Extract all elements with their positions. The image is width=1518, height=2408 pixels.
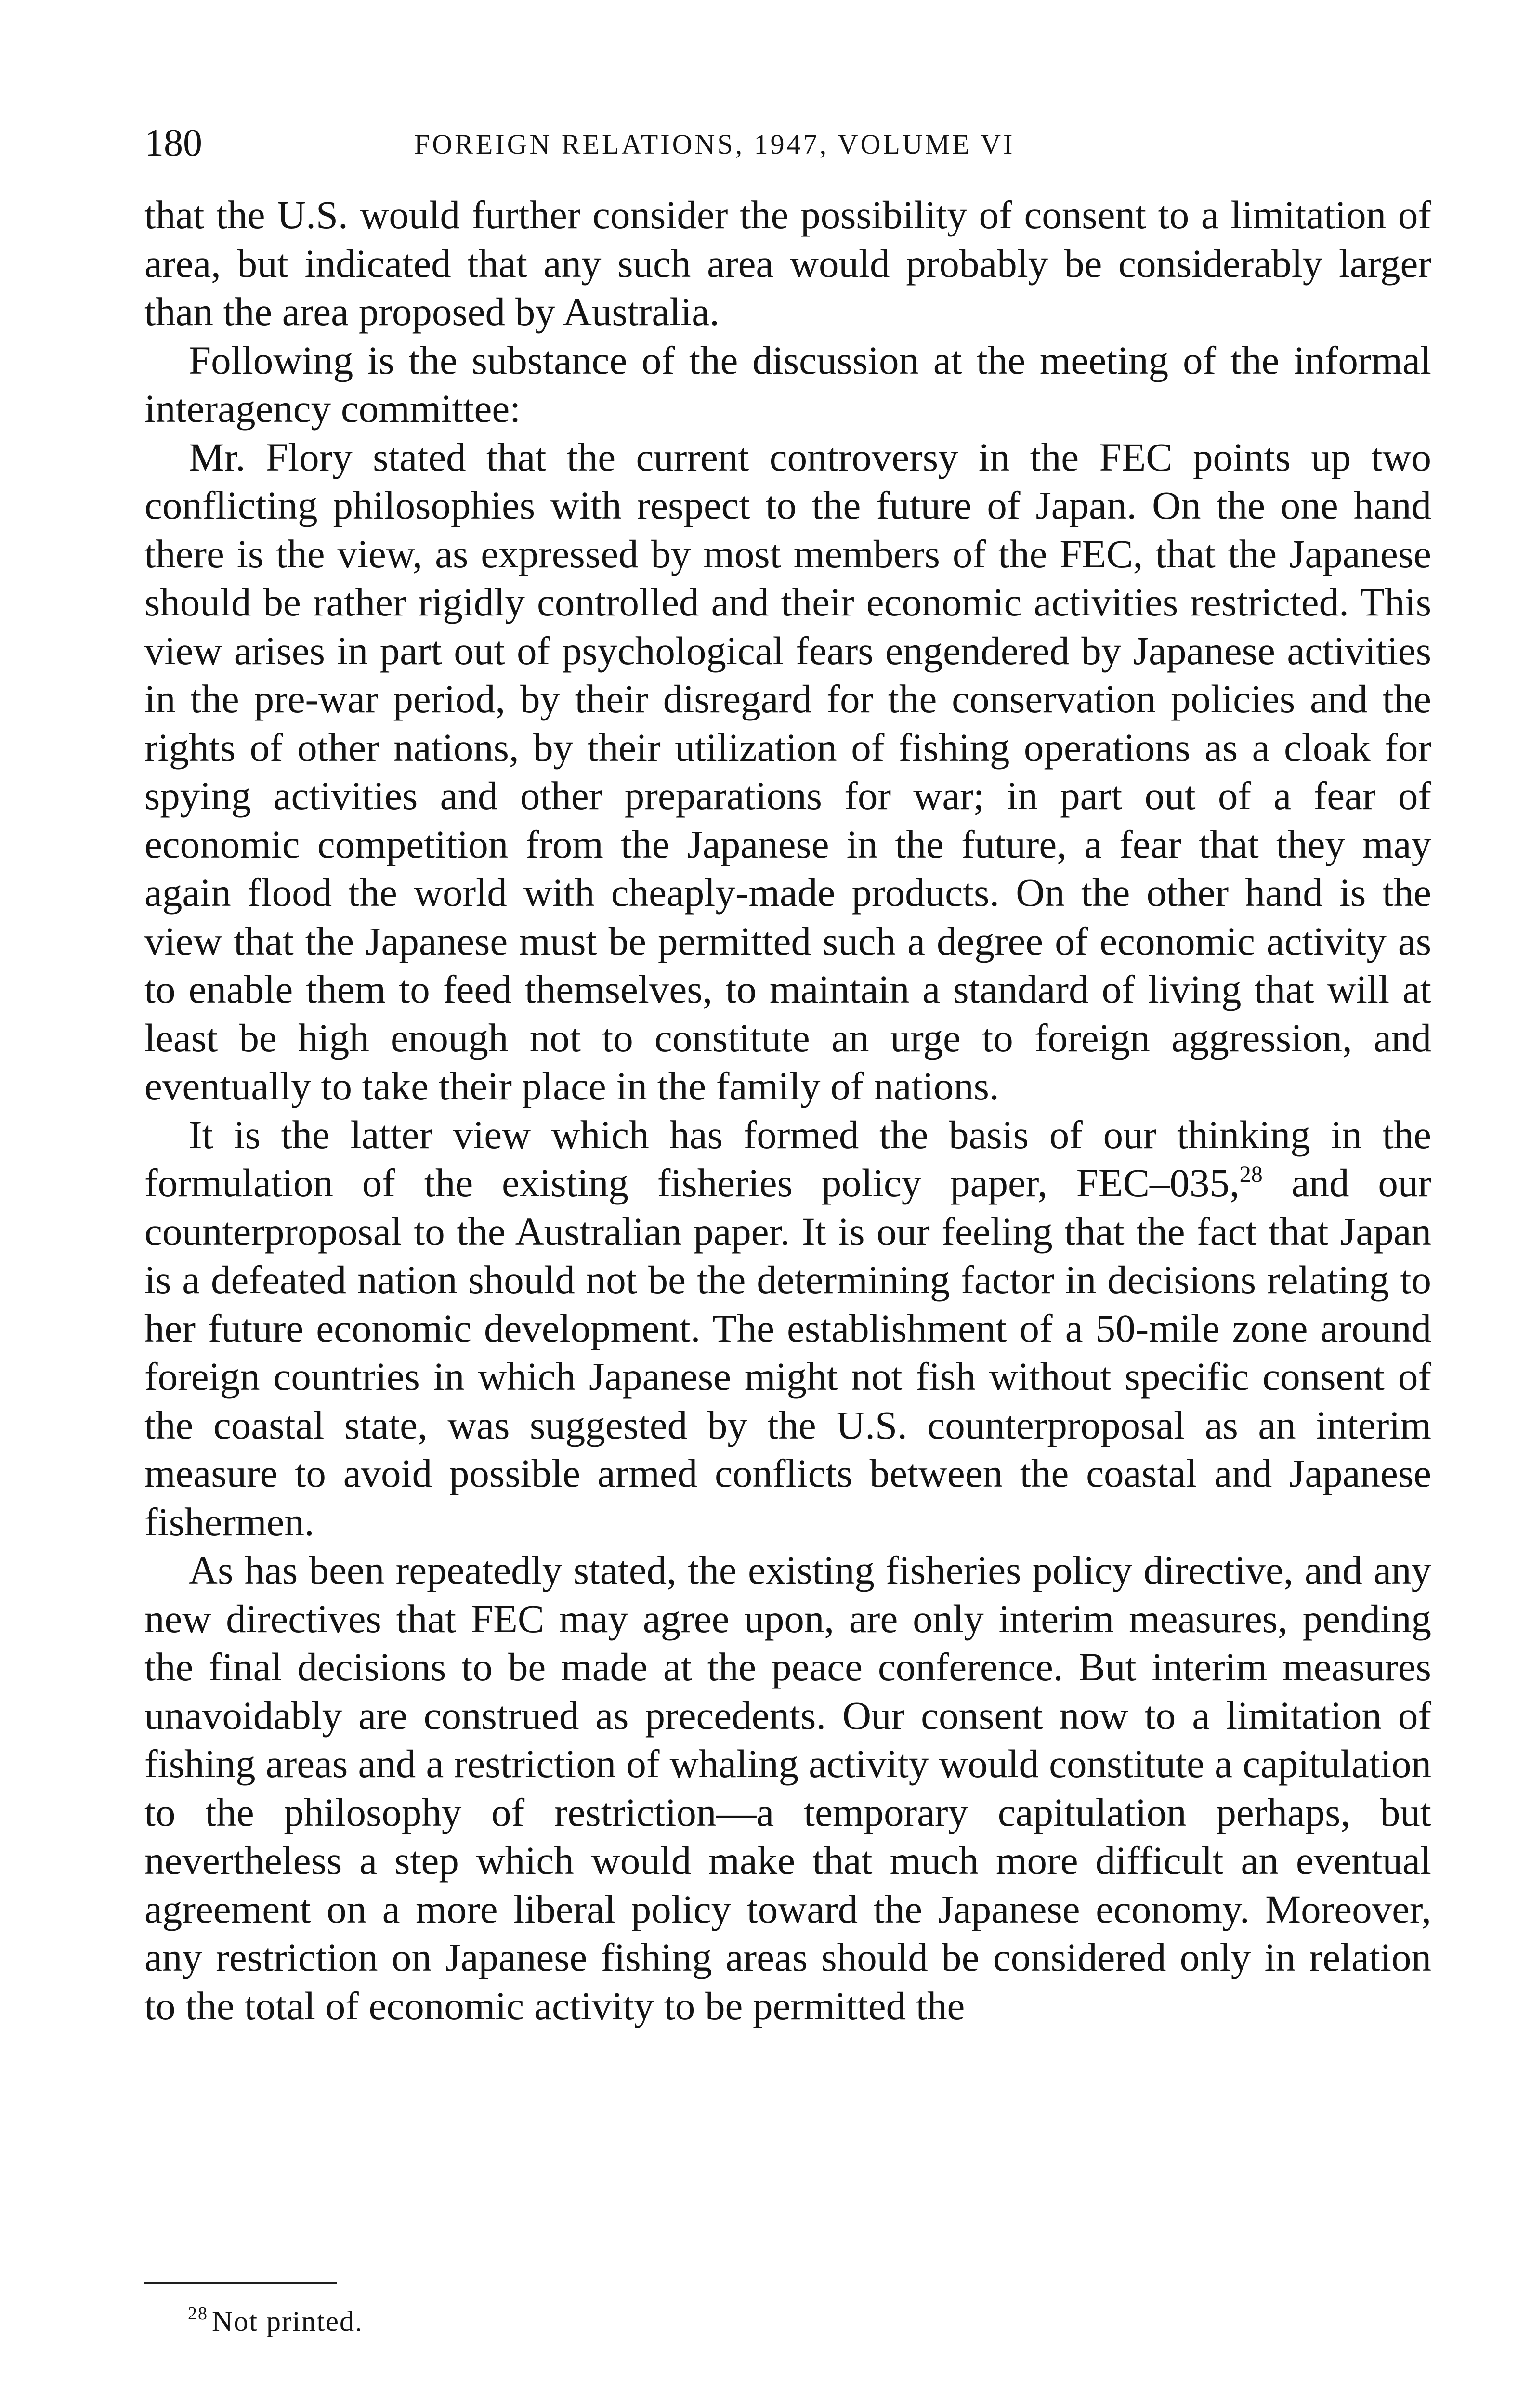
footnote-number: 28 (188, 2303, 208, 2324)
paragraph: Mr. Flory stated that the current controversy in the FEC points up two conflicting philosophies with respect to the future of Japan. On the one hand there is the view, as expressed by most members of the FEC, that the Japanese should be rather rigidly controlled and their economic activities restricted. This view arises in part out of psychological fears engendered by Japanese activities in the pre-war period, by their disregard for the conservation policies and the rights of other nations, by their utilization of fishing operations as a cloak for spying activities and other preparations for war; in part out of a fear of economic competition from the Japanese in the future, a fear that they may again flood the world with cheaply-made products. On the other hand is the view that the Japanese must be permitted such a degree of economic activity as to enable them to feed themselves, to maintain a standard of living that will at least be high enough not to constitute an urge to foreign aggression, and eventually to take their place in the family of nations. (144, 434, 1431, 1108)
footnote-text: Not printed. (212, 2305, 363, 2337)
running-head: FOREIGN RELATIONS, 1947, VOLUME VI (414, 129, 1015, 160)
page-number: 180 (144, 122, 202, 164)
paragraph: As has been repeatedly stated, the existing fisheries policy directive, and any new directives that FEC may agree upon, are only interim measures, pending the final decisions to be made at the peace conference. But interim measures unavoidably are construed as precedents. Our consent now to a limitation of fishing areas and a restriction of whaling activity would constitute a capitulation to the philosophy of restriction—a temporary capitulation perhaps, but nevertheless a step which would make that much more difficult an eventual agreement on a more liberal policy toward the Japanese economy. Moreover, any restriction on Japanese fishing areas should be considered only in relation to the total of economic activity to be permitted the (144, 1548, 1431, 2028)
page-header (144, 121, 1431, 165)
body-text (144, 191, 1431, 2030)
footnote-reference[interactable]: 28 (1239, 1162, 1263, 1187)
paragraph-text: It is the latter view which has formed the basis of our thinking in the formulation of the existing fisheries policy paper, FEC–035, (144, 1112, 1431, 1205)
footnote (188, 2302, 363, 2341)
paragraph-continued: that the U.S. would further consider the possibility of consent to a limitation of area, but indicated that any such area would probably be considerably larger than the area proposed by Australia. (144, 193, 1431, 334)
paragraph-text: and our counterproposal to the Australian paper. It is our feeling that the fact that Japan is a defeated nation should not be the determining factor in decisions relating to her future economic development. The establishment of a 50-mile zone around foreign countries in which Japanese might not fish without specific consent of the coastal state, was suggested by the U.S. counterproposal as an interim measure to avoid possible armed conflicts between the coastal and Japanese fishermen. (144, 1161, 1431, 1544)
paragraph: Following is the substance of the discussion at the meeting of the informal interagency committee: (144, 338, 1431, 431)
footnote-divider (144, 2282, 337, 2284)
paragraph (144, 1111, 1431, 1546)
